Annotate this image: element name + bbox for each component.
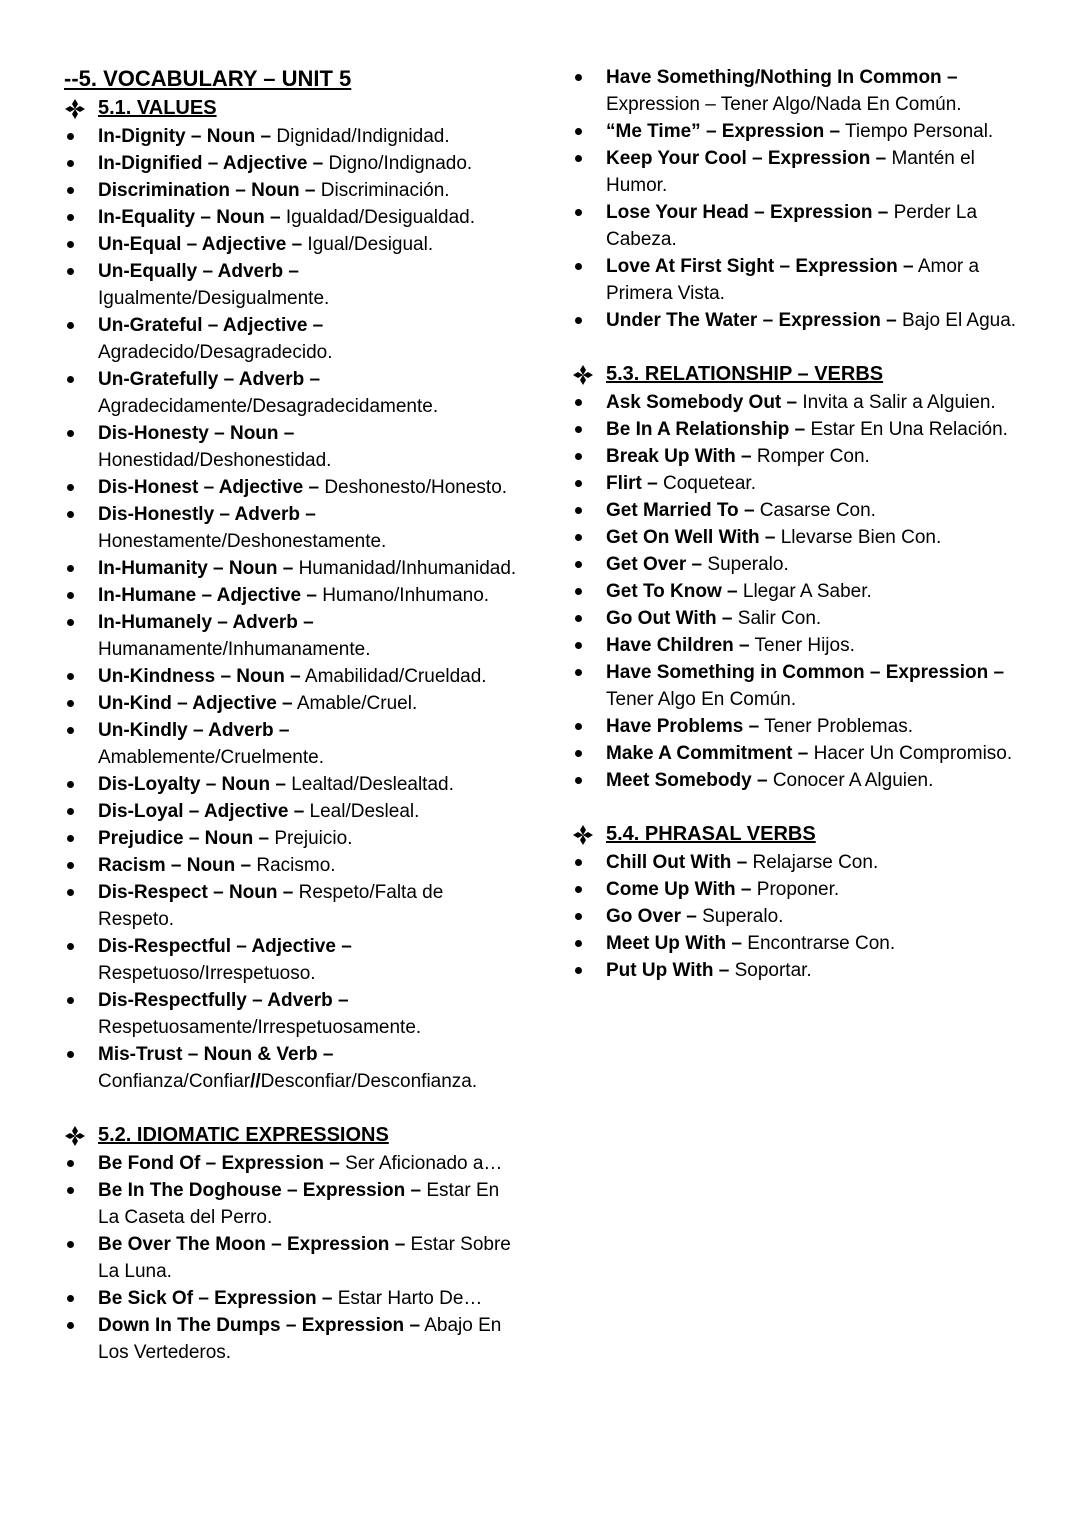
vocab-term: Dis-Honestly – Adverb – <box>98 504 316 525</box>
list-item <box>572 470 1032 497</box>
vocab-term: Make A Commitment – <box>606 743 809 764</box>
vocab-term: Un-Kind – Adjective – <box>98 693 293 714</box>
vocab-translation: Conocer A Alguien. <box>772 770 934 791</box>
vocab-term: Down In The Dumps – Expression – <box>98 1315 421 1336</box>
list-item <box>64 555 519 582</box>
section-idioms <box>64 1121 519 1366</box>
list-item <box>64 771 519 798</box>
vocab-term: Un-Equally – Adverb – <box>98 261 299 282</box>
vocab-translation: Igualdad/Desigualdad. <box>285 207 475 228</box>
vocab-term: Ask Somebody Out – <box>606 392 798 413</box>
vocab-translation: Amor a Primera Vista. <box>606 256 980 304</box>
vocab-term: In-Humanity – Noun – <box>98 558 294 579</box>
list-item <box>64 312 519 366</box>
vocab-translation: Racismo. <box>256 855 336 876</box>
list-item <box>572 930 1032 957</box>
vocab-list <box>572 64 1032 334</box>
vocab-translation: Humano/Inhumano. <box>322 585 490 606</box>
vocab-term: Go Over – <box>606 906 697 927</box>
list-item <box>572 199 1032 253</box>
vocab-term: In-Dignified – Adjective – <box>98 153 324 174</box>
vocab-translation: Igualmente/Desigualmente. <box>98 288 330 309</box>
vocab-term: Have Problems – <box>606 716 760 737</box>
list-item <box>64 474 519 501</box>
list-item <box>64 1177 519 1231</box>
vocab-term: Discrimination – Noun – <box>98 180 316 201</box>
vocab-translation: Perder La Cabeza. <box>606 202 978 250</box>
vocab-translation: Coquetear. <box>663 473 756 494</box>
vocab-translation: Proponer. <box>756 879 840 900</box>
vocab-list <box>572 389 1032 794</box>
section-relationship <box>572 360 1032 794</box>
vocab-translation: Respeto/Falta de Respeto. <box>98 882 444 930</box>
vocab-translation: Casarse Con. <box>759 500 876 521</box>
vocab-translation: Amablemente/Cruelmente. <box>98 747 324 768</box>
vocab-translation: Humanamente/Inhumanamente. <box>98 639 371 660</box>
vocab-translation: Superalo. <box>707 554 789 575</box>
list-item <box>64 123 519 150</box>
list-item <box>572 307 1032 334</box>
vocab-term: Come Up With – <box>606 879 752 900</box>
section-heading: 5.3. RELATIONSHIP – VERBS <box>606 363 884 385</box>
section-phrasal <box>572 820 1032 984</box>
vocab-term: In-Dignity – Noun – <box>98 126 272 147</box>
vocab-translation: Respetuoso/Irrespetuoso. <box>98 963 316 984</box>
vocab-term: Get On Well With – <box>606 527 776 548</box>
vocab-translation: Ser Aficionado a… <box>345 1153 503 1174</box>
section-heading: 5.1. VALUES <box>98 97 217 119</box>
vocab-translation: Bajo El Agua. <box>902 310 1017 331</box>
vocab-term: Dis-Respectfully – Adverb – <box>98 990 349 1011</box>
list-item <box>572 713 1032 740</box>
list-item <box>64 204 519 231</box>
vocab-term: Have Something/Nothing In Common – <box>606 67 958 88</box>
list-item <box>572 849 1032 876</box>
section-values <box>64 94 519 1095</box>
vocab-translation: Humanidad/Inhumanidad. <box>298 558 517 579</box>
vocab-translation: Invita a Salir a Alguien. <box>802 392 996 413</box>
list-item <box>572 443 1032 470</box>
list-item <box>64 879 519 933</box>
vocab-term: In-Humane – Adjective – <box>98 585 317 606</box>
vocab-term: Get Over – <box>606 554 703 575</box>
list-item <box>572 740 1032 767</box>
list-item <box>64 933 519 987</box>
vocab-translation: Superalo. <box>702 906 784 927</box>
vocab-term: Be In The Doghouse – Expression – <box>98 1180 422 1201</box>
vocab-translation: Abajo En Los Vertederos. <box>98 1315 502 1363</box>
right-column <box>572 64 1032 984</box>
vocab-term: Under The Water – Expression – <box>606 310 897 331</box>
list-item <box>64 1231 519 1285</box>
list-item <box>64 177 519 204</box>
list-item <box>572 551 1032 578</box>
vocab-translation: Estar Harto De… <box>337 1288 483 1309</box>
list-item <box>64 231 519 258</box>
diamond-bullet-icon <box>572 824 594 846</box>
list-item <box>572 497 1032 524</box>
vocab-translation: Hacer Un Compromiso. <box>813 743 1013 764</box>
vocab-translation: Llegar A Saber. <box>742 581 872 602</box>
vocab-term: Dis-Respectful – Adjective – <box>98 936 352 957</box>
vocab-list <box>64 1150 519 1366</box>
vocab-translation: Desconfiar/Desconfianza. <box>260 1071 478 1092</box>
vocab-translation: Tener Hijos. <box>754 635 855 656</box>
vocab-term: Dis-Loyalty – Noun – <box>98 774 286 795</box>
list-item <box>572 416 1032 443</box>
vocab-term: Put Up With – <box>606 960 730 981</box>
separator-mark: // <box>250 1071 261 1092</box>
vocab-term: Be In A Relationship – <box>606 419 806 440</box>
list-item <box>572 767 1032 794</box>
vocab-translation: Agradecidamente/Desagradecidamente. <box>98 396 439 417</box>
list-item <box>64 582 519 609</box>
vocab-term: “Me Time” – Expression – <box>606 121 841 142</box>
vocab-translation: Digno/Indignado. <box>328 153 473 174</box>
list-item <box>64 663 519 690</box>
list-item <box>64 717 519 771</box>
vocab-translation: Dignidad/Indignidad. <box>276 126 450 147</box>
vocab-term: Go Out With – <box>606 608 733 629</box>
vocab-translation: Estar En Una Relación. <box>810 419 1008 440</box>
list-item <box>64 1150 519 1177</box>
vocab-term: Be Fond Of – Expression – <box>98 1153 340 1174</box>
vocab-term: Love At First Sight – Expression – <box>606 256 914 277</box>
vocab-term: Have Children – <box>606 635 750 656</box>
list-item <box>572 659 1032 713</box>
vocab-term: Dis-Respect – Noun – <box>98 882 294 903</box>
left-column <box>64 64 519 1366</box>
diamond-bullet-icon <box>64 98 86 120</box>
list-item <box>572 118 1032 145</box>
vocab-translation: Honestidad/Deshonestidad. <box>98 450 332 471</box>
vocab-translation: Mantén el Humor. <box>606 148 975 196</box>
vocab-term: Chill Out With – <box>606 852 748 873</box>
list-item <box>64 420 519 474</box>
vocab-term: Meet Somebody – <box>606 770 768 791</box>
list-item <box>572 389 1032 416</box>
vocab-translation: Leal/Desleal. <box>309 801 420 822</box>
vocab-translation: Amable/Cruel. <box>296 693 418 714</box>
vocab-translation: Lealtad/Deslealtad. <box>291 774 454 795</box>
list-item <box>64 150 519 177</box>
list-item <box>572 578 1032 605</box>
diamond-bullet-icon <box>572 364 594 386</box>
vocab-term: Racism – Noun – <box>98 855 252 876</box>
list-item <box>64 1285 519 1312</box>
list-item <box>64 690 519 717</box>
list-item <box>572 876 1032 903</box>
vocab-translation: Igual/Desigual. <box>307 234 434 255</box>
vocab-translation: Salir Con. <box>737 608 822 629</box>
vocab-term: Flirt – <box>606 473 658 494</box>
vocab-term: Get Married To – <box>606 500 755 521</box>
list-item <box>64 1041 519 1095</box>
section-heading: 5.4. PHRASAL VERBS <box>606 823 816 845</box>
list-item <box>572 145 1032 199</box>
vocab-list <box>572 849 1032 984</box>
vocab-translation: Tener Algo En Común. <box>606 689 797 710</box>
vocab-term: Be Sick Of – Expression – <box>98 1288 333 1309</box>
vocab-translation: Estar En La Caseta del Perro. <box>98 1180 500 1228</box>
vocab-list <box>64 123 519 1095</box>
section-heading: 5.2. IDIOMATIC EXPRESSIONS <box>98 1124 389 1146</box>
vocab-term: Be Over The Moon – Expression – <box>98 1234 406 1255</box>
vocab-term: Dis-Honest – Adjective – <box>98 477 320 498</box>
list-item <box>64 1312 519 1366</box>
vocab-translation: Estar Sobre La Luna. <box>98 1234 511 1282</box>
vocab-term: Mis-Trust – Noun & Verb – <box>98 1044 334 1065</box>
vocab-term: Un-Equal – Adjective – <box>98 234 303 255</box>
list-item <box>64 501 519 555</box>
list-item <box>64 258 519 312</box>
vocab-term: Meet Up With – <box>606 933 742 954</box>
list-item <box>64 987 519 1041</box>
list-item <box>64 825 519 852</box>
vocab-translation: Discriminación. <box>320 180 450 201</box>
vocab-translation: Expression – Tener Algo/Nada En Común. <box>606 94 962 115</box>
vocab-term: Lose Your Head – Expression – <box>606 202 889 223</box>
list-item <box>572 253 1032 307</box>
vocab-term: Un-Kindness – Noun – <box>98 666 301 687</box>
list-item <box>572 64 1032 118</box>
vocab-term: Prejudice – Noun – <box>98 828 270 849</box>
list-item <box>64 852 519 879</box>
vocab-term: Dis-Honesty – Noun – <box>98 423 295 444</box>
list-item <box>572 632 1032 659</box>
vocab-term: In-Humanely – Adverb – <box>98 612 314 633</box>
list-item <box>64 609 519 663</box>
vocab-translation: Deshonesto/Honesto. <box>324 477 508 498</box>
vocab-term: Dis-Loyal – Adjective – <box>98 801 305 822</box>
vocab-translation: Agradecido/Desagradecido. <box>98 342 333 363</box>
vocab-translation: Llevarse Bien Con. <box>780 527 942 548</box>
vocab-translation: Respetuosamente/Irrespetuosamente. <box>98 1017 422 1038</box>
vocab-term: Have Something in Common – Expression – <box>606 662 1005 683</box>
vocab-term: Break Up With – <box>606 446 752 467</box>
vocab-translation: Soportar. <box>734 960 812 981</box>
vocab-translation: Honestamente/Deshonestamente. <box>98 531 387 552</box>
vocab-translation: Romper Con. <box>756 446 870 467</box>
list-item <box>572 605 1032 632</box>
diamond-bullet-icon <box>64 1125 86 1147</box>
list-item <box>572 903 1032 930</box>
vocab-translation: Tiempo Personal. <box>845 121 994 142</box>
vocab-term: Keep Your Cool – Expression – <box>606 148 887 169</box>
vocab-term: In-Equality – Noun – <box>98 207 281 228</box>
vocab-term: Get To Know – <box>606 581 738 602</box>
vocab-translation: Tener Problemas. <box>764 716 913 737</box>
vocab-term: Un-Kindly – Adverb – <box>98 720 290 741</box>
page-title: --5. VOCABULARY – UNIT 5 <box>64 66 352 91</box>
list-item <box>572 524 1032 551</box>
vocab-term: Un-Grateful – Adjective – <box>98 315 324 336</box>
vocab-translation: Confianza/Confiar <box>98 1071 251 1092</box>
list-item <box>572 957 1032 984</box>
list-item <box>64 798 519 825</box>
vocab-term: Un-Gratefully – Adverb – <box>98 369 321 390</box>
vocab-translation: Encontrarse Con. <box>747 933 896 954</box>
list-item <box>64 366 519 420</box>
vocab-translation: Relajarse Con. <box>752 852 879 873</box>
vocab-translation: Prejuicio. <box>274 828 353 849</box>
vocab-translation: Amabilidad/Crueldad. <box>304 666 487 687</box>
